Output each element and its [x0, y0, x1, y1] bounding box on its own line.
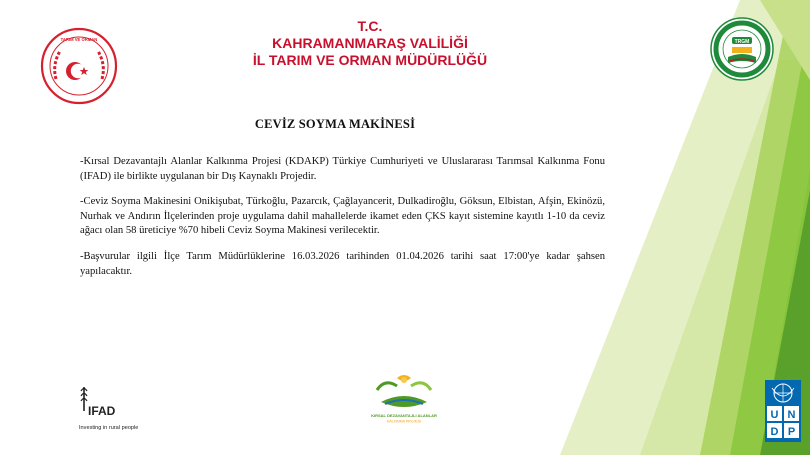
- ifad-logo-icon: [78, 383, 138, 435]
- svg-text:IFAD: IFAD: [88, 404, 116, 418]
- svg-text:KALKINMA PROJESİ: KALKINMA PROJESİ: [386, 419, 422, 424]
- paragraph-project-intro: -Kırsal Dezavantajlı Alanlar Kalkınma Projesi (KDAKP) Türkiye Cumhuriyeti ve Uluslararası Tarımsal Kalkınma Fonu (IFAD) ile birlikte uygulanan bir Dış Kaynaklı Projedir.: [80, 156, 605, 182]
- header-line-valilik: KAHRAMANMARAŞ VALİLİĞİ: [272, 35, 468, 51]
- paragraph-application-dates: -Başvurular ilgili İlçe Tarım Müdürlüklerine 16.03.2026 tarihinden 01.04.2026 tarihi saat 17:00'ye kadar şahsen yapılacaktır.: [80, 251, 605, 277]
- svg-text:TRGM: TRGM: [734, 38, 750, 45]
- undp-logo-icon: [765, 380, 801, 442]
- svg-text:Investing in rural people: Investing in rural people: [79, 425, 138, 431]
- svg-text:U: U: [770, 409, 779, 421]
- svg-text:KIRSAL DEZAVANTAJLI ALANLAR: KIRSAL DEZAVANTAJLI ALANLAR: [371, 413, 437, 418]
- svg-text:TARIM VE ORMAN: TARIM VE ORMAN: [60, 37, 98, 42]
- svg-text:P: P: [787, 426, 796, 438]
- svg-text:D: D: [770, 426, 779, 438]
- header-line-tc: T.C.: [357, 18, 383, 34]
- svg-text:N: N: [787, 409, 796, 421]
- tarim-reformu-seal-icon: [710, 17, 774, 81]
- page-header: [200, 18, 540, 69]
- ministry-seal-icon: [40, 27, 118, 105]
- document-title: CEVİZ SOYMA MAKİNESİ: [254, 117, 416, 131]
- kdakp-logo-icon: [363, 372, 445, 426]
- header-line-mudurluk: İL TARIM VE ORMAN MÜDÜRLÜĞÜ: [252, 52, 488, 68]
- paragraph-eligibility: -Ceviz Soyma Makinesini Onikişubat, Türkoğlu, Pazarcık, Çağlayancerit, Dulkadiroğlu, Göksun, Elbistan, Afşin, Ekinözü, Nurhak ve Andırın İlçelerinden proje uygulama dahil mahallelerde ikamet eden ÇKS kayıt sistemine kayıtlı 1-10 da ceviz ağacı olan 58 üreticiye %70 hibeli Ceviz Soyma Makinesi verilecektir.: [80, 196, 605, 237]
